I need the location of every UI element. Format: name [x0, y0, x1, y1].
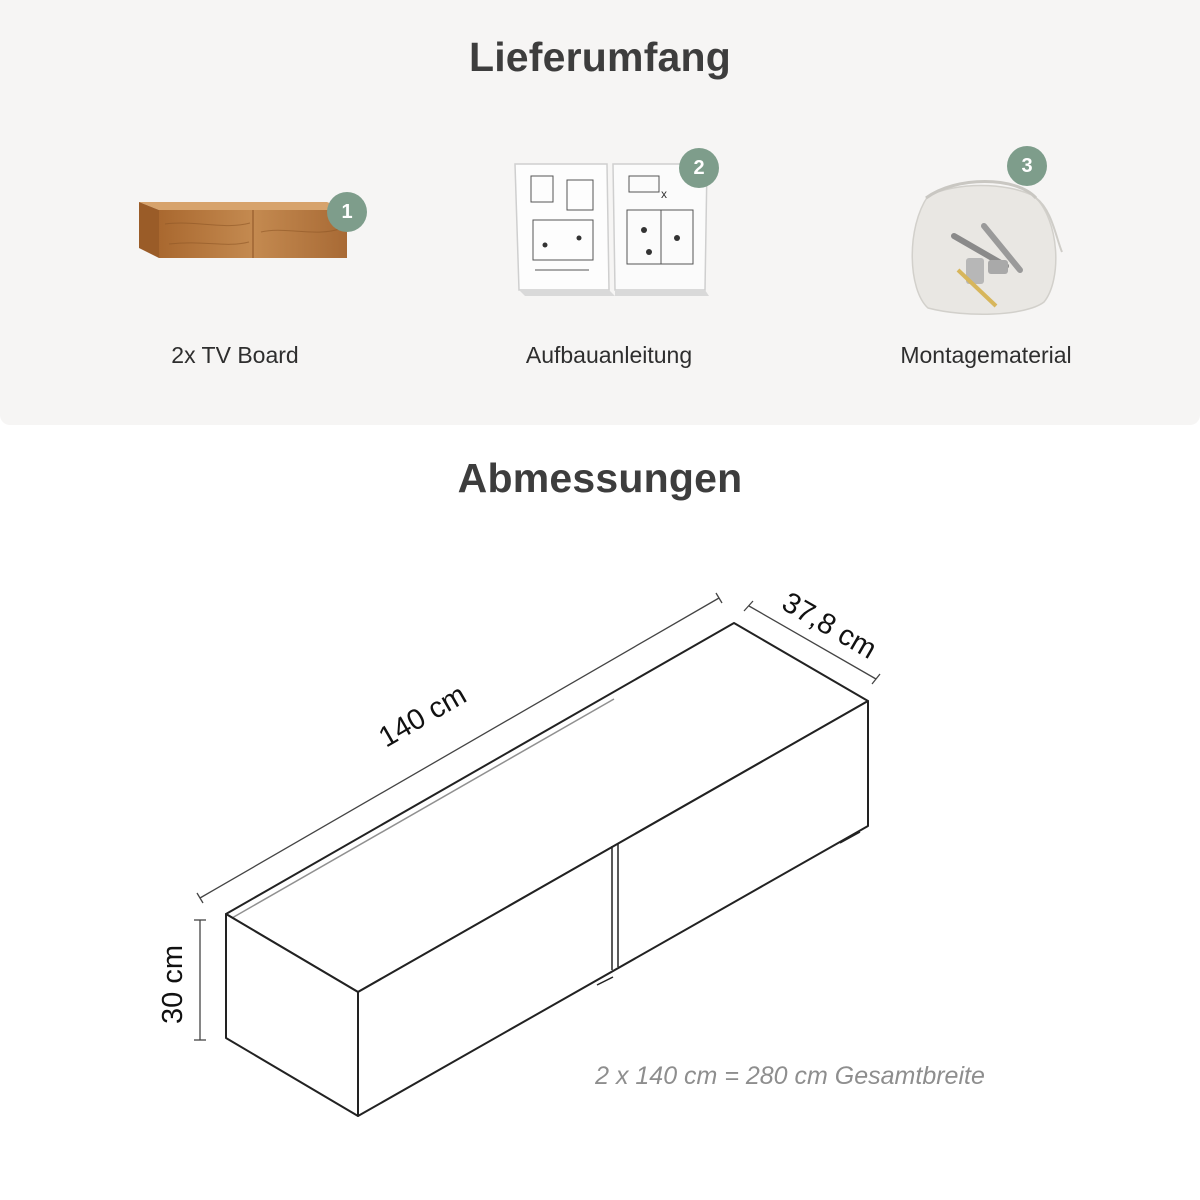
depth-label: 37,8 cm — [776, 586, 882, 666]
badge-3: 3 — [1007, 146, 1047, 186]
badge-2: 2 — [679, 148, 719, 188]
scope-of-delivery-section — [0, 0, 1200, 425]
delivery-item-tv-board — [65, 120, 405, 400]
section-title-scope: Lieferumfang — [468, 34, 732, 80]
height-label: 30 cm — [157, 945, 189, 1024]
delivery-item-label: 2x TV Board — [171, 342, 299, 368]
total-width-note: 2 x 140 cm = 280 cm Gesamtbreite — [595, 1062, 985, 1090]
section-title-dimensions: Abmessungen — [457, 455, 743, 501]
delivery-item-hardware — [816, 120, 1156, 400]
delivery-item-label: Aufbauanleitung — [525, 342, 693, 368]
dimension-drawing — [0, 520, 1200, 1200]
delivery-item-label: Montagematerial — [900, 342, 1072, 368]
width-label: 140 cm — [373, 678, 472, 755]
delivery-item-manual — [439, 120, 779, 400]
svg-text:x: x — [661, 187, 667, 201]
badge-1: 1 — [327, 192, 367, 232]
hardware-bag-icon — [816, 120, 1156, 330]
manual-icon — [439, 120, 779, 330]
